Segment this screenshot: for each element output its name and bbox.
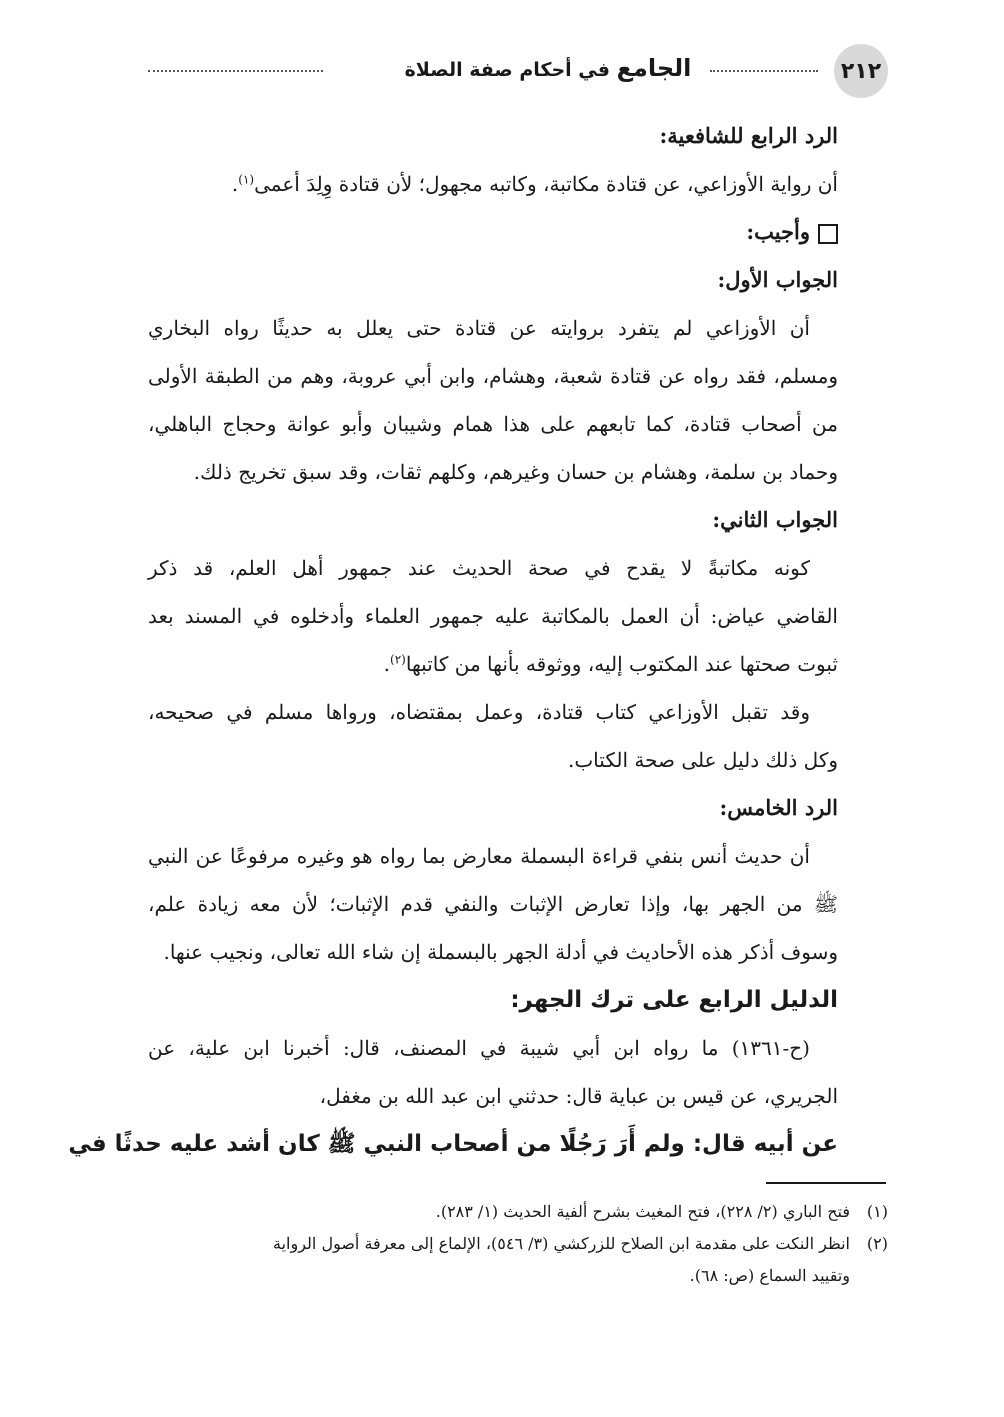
footnote-ref: (٢) — [390, 652, 406, 667]
checkbox-square-icon — [818, 224, 838, 244]
paragraph-line: وقد تقبل الأوزاعي كتاب قتادة، وعمل بمقتضاه، ورواها مسلم في صحيحه، — [148, 700, 810, 724]
page-header — [148, 44, 888, 104]
paragraph-line — [148, 160, 838, 208]
running-title-main: الجامع — [616, 54, 692, 82]
footnote-number: (٢) — [866, 1234, 888, 1253]
header-dotted-rule-left — [148, 70, 323, 72]
footnote — [148, 1196, 888, 1228]
hadith-text-line: عن أبيه قال: ولم أَرَ رَجُلًا من أصحاب النبي ﷺ كان أشد عليه حدثًا في — [68, 1131, 838, 1157]
running-title-rest: في أحكام صفة الصلاة — [404, 59, 610, 81]
section-heading: الرد الخامس: — [719, 795, 838, 820]
section-heading: الرد الرابع للشافعية: — [659, 123, 838, 148]
footnote-continuation: وتقييد السماع (ص: ٦٨). — [689, 1266, 850, 1285]
footnote — [148, 1228, 888, 1260]
paragraph-line: القاضي عياض: أن العمل بالمكاتبة عليه جمهور العلماء وأدخلوه في المسند بعد — [148, 604, 838, 628]
text-run: ثبوت صحتها عند المكتوب إليه، ووثوقه بأنها من كاتبها — [405, 652, 838, 676]
paragraph-line: وسوف أذكر هذه الأحاديث في أدلة الجهر بالبسملة إن شاء الله تعالى، ونجيب عنها. — [163, 940, 838, 964]
paragraph-line: ومسلم، فقد رواه عن قتادة شعبة، وهشام، وابن أبي عروبة، وهم من الطبقة الأولى — [148, 364, 838, 388]
body-text — [68, 112, 838, 1168]
paragraph-line: ﷺ من الجهر بها، وإذا تعارض الإثبات والنفي قدم الإثبات؛ لأن معه زيادة علم، — [148, 892, 838, 916]
text-run: . — [231, 172, 239, 196]
paragraph-line: من أصحاب قتادة، كما تابعهم على هذا همام وشيبان وأبو عوانة وحجاج الباهلي، — [148, 412, 838, 436]
footnote-separator — [766, 1182, 886, 1184]
page-number: ٢١٢ — [834, 44, 888, 98]
paragraph-line: الجريري، عن قيس بن عباية قال: حدثني ابن عبد الله بن مغفل، — [319, 1084, 838, 1108]
footnote-number: (١) — [866, 1202, 888, 1221]
paragraph-line: (ح-١٣٦١) ما رواه ابن أبي شيبة في المصنف، قال: أخبرنا ابن علية، عن — [148, 1036, 810, 1060]
footnote-text: فتح الباري (٢/ ٢٢٨)، فتح المغيث بشرح ألفية الحديث (١/ ٢٨٣). — [435, 1202, 850, 1221]
paragraph-line: أن الأوزاعي لم يتفرد بروايته عن قتادة حتى يعلل به حديثًا رواه البخاري — [148, 316, 810, 340]
paragraph-line — [148, 640, 838, 688]
footnote-text: انظر النكت على مقدمة ابن الصلاح للزركشي (٣/ ٥٤٦)، الإلماع إلى معرفة أصول الرواية — [273, 1234, 850, 1253]
paragraph-line: وحماد بن سلمة، وهشام بن حسان وغيرهم، وكلهم ثقات، وقد سبق تخريج ذلك. — [193, 460, 838, 484]
paragraph-line: أن حديث أنس بنفي قراءة البسملة معارض بما رواه هو وغيره مرفوعًا عن النبي — [148, 844, 810, 868]
running-title — [338, 54, 758, 82]
footnotes — [148, 1196, 888, 1292]
text-run: . — [383, 652, 391, 676]
text-run: أن رواية الأوزاعي، عن قتادة مكاتبة، وكاتبه مجهول؛ لأن قتادة وِلِدَ أعمى — [254, 172, 838, 196]
section-heading: الدليل الرابع على ترك الجهر: — [510, 987, 838, 1013]
section-heading — [148, 208, 838, 256]
heading-text: وأجيب: — [746, 219, 810, 244]
section-heading: الجواب الثاني: — [712, 507, 838, 532]
footnote-ref: (١) — [238, 172, 255, 187]
section-heading: الجواب الأول: — [717, 267, 838, 292]
paragraph-line: وكل ذلك دليل على صحة الكتاب. — [568, 748, 838, 772]
paragraph-line: كونه مكاتبةً لا يقدح في صحة الحديث عند جمهور أهل العلم، قد ذكر — [148, 556, 810, 580]
